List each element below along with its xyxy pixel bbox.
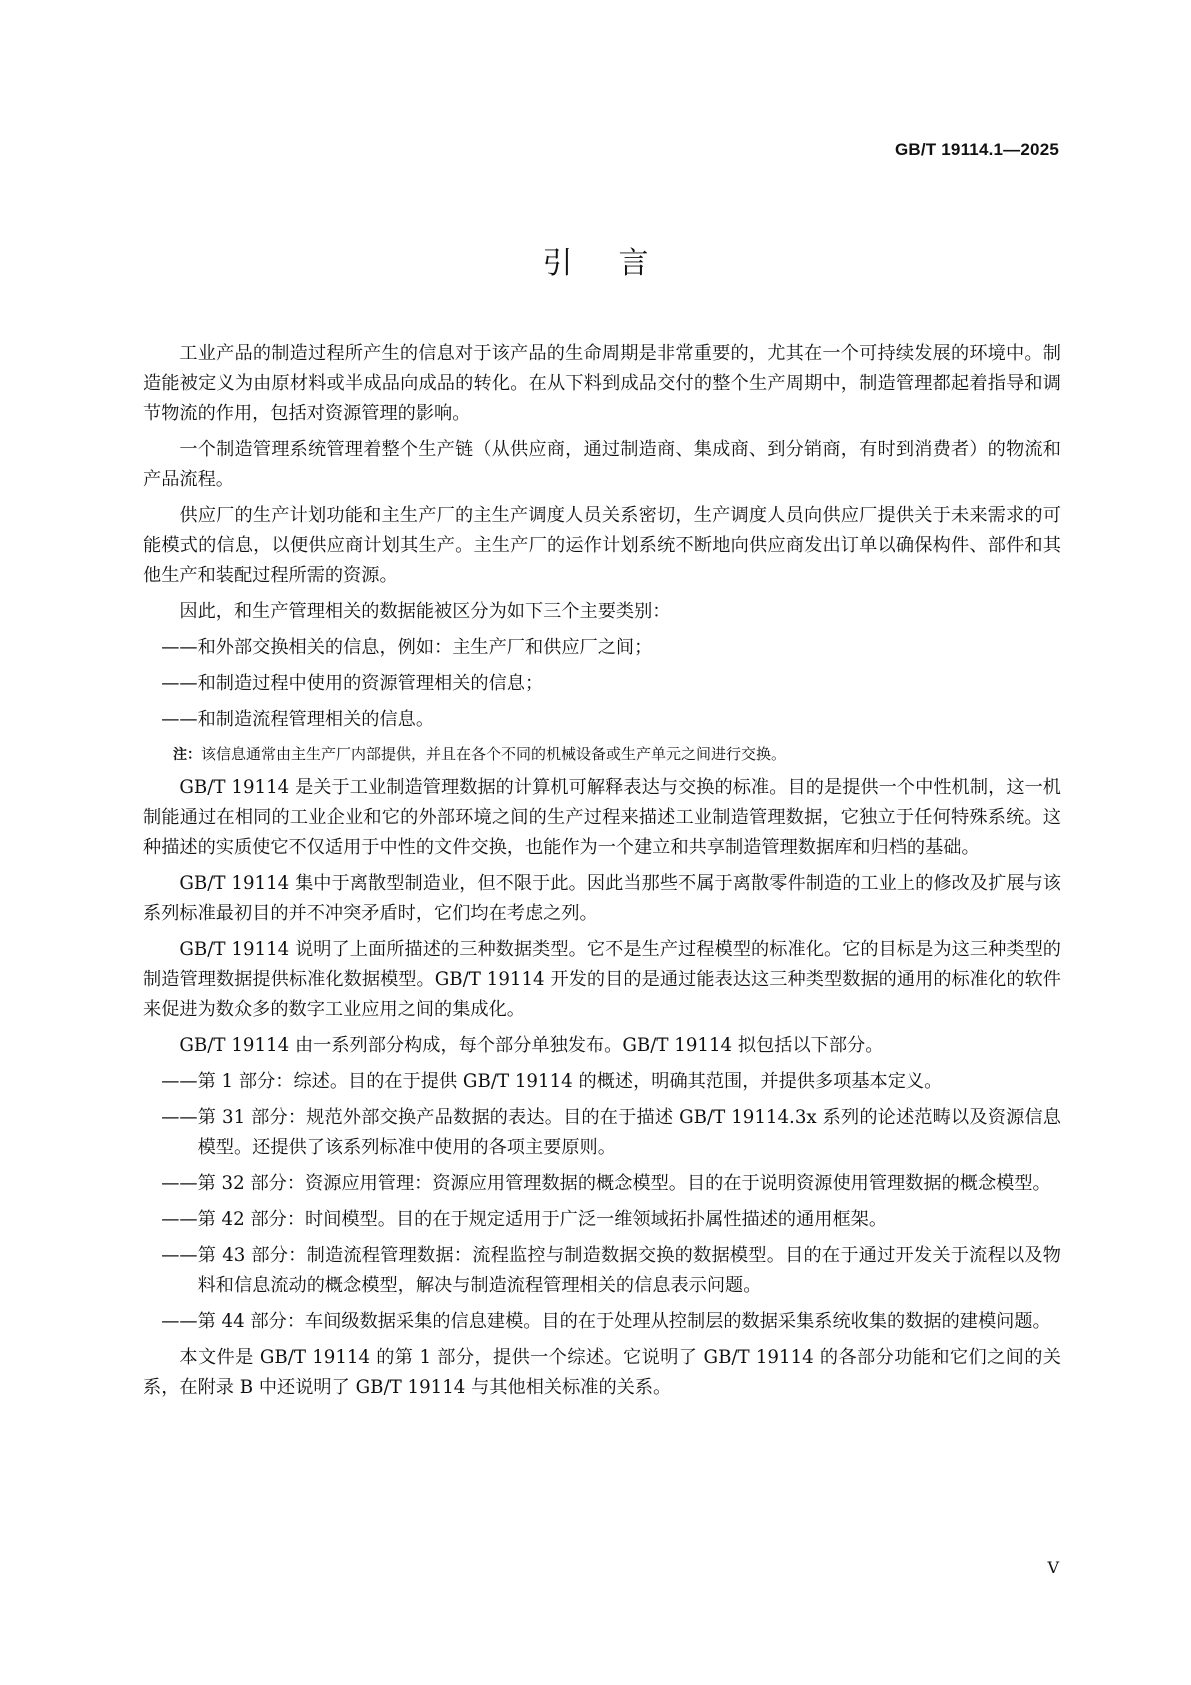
list-item: ——和外部交换相关的信息，例如：主生产厂和供应厂之间； xyxy=(161,637,653,658)
note-label: 注： xyxy=(173,746,201,762)
standard-code: GB/T 19114.1—2025 xyxy=(894,140,1059,159)
paragraph: GB/T 19114 是关于工业制造管理数据的计算机可解释表达与交换的标准。目的是提供一个中性机制，这一机制能通过在相同的工业企业和它的外部环境之间的生产过程来描述工业制造管理数据，它独立于任何特殊系统。这种描述的实质使它不仅适用于中性的文件交换，也能作为一个建立和共享制造管理数据库和归档的基础。 xyxy=(143,777,1061,858)
list-item: ——第 42 部分：时间模型。目的在于规定适用于广泛一维领域拓扑属性描述的通用框架。 xyxy=(161,1209,888,1230)
list-item: ——第 1 部分：综述。目的在于提供 GB/T 19114 的概述，明确其范围，并提供多项基本定义。 xyxy=(161,1071,943,1092)
list-item: ——第 32 部分：资源应用管理：资源应用管理数据的概念模型。目的在于说明资源使用管理数据的概念模型。 xyxy=(161,1173,1051,1194)
paragraph: GB/T 19114 说明了上面所描述的三种数据类型。它不是生产过程模型的标准化。它的目标是为这三种类型的制造管理数据提供标准化数据模型。GB/T 19114 开发的目的是通过能表达这三种类型数据的通用的标准化的软件来促进为数众多的数字工业应用之间的集成化。 xyxy=(143,939,1061,1020)
paragraph: 供应厂的生产计划功能和主生产厂的主生产调度人员关系密切，生产调度人员向供应厂提供关于未来需求的可能模式的信息，以便供应商计划其生产。主生产厂的运作计划系统不断地向供应商发出订单以确保构件、部件和其他生产和装配过程所需的资源。 xyxy=(143,505,1061,586)
page-title: 引言 xyxy=(542,246,695,281)
paragraph: 工业产品的制造过程所产生的信息对于该产品的生命周期是非常重要的，尤其在一个可持续发展的环境中。制造能被定义为由原材料或半成品向成品的转化。在从下料到成品交付的整个生产周期中，制造管理都起着指导和调节物流的作用，包括对资源管理的影响。 xyxy=(143,343,1061,424)
page-number: V xyxy=(1047,1558,1059,1577)
paragraph: GB/T 19114 由一系列部分构成，每个部分单独发布。GB/T 19114 拟包括以下部分。 xyxy=(179,1035,884,1056)
note xyxy=(143,741,1061,767)
paragraph: GB/T 19114 集中于离散型制造业，但不限于此。因此当那些不属于离散零件制造的工业上的修改及扩展与该系列标准最初目的并不冲突矛盾时，它们均在考虑之列。 xyxy=(143,873,1061,924)
list-item: ——和制造流程管理相关的信息。 xyxy=(161,709,435,730)
list-item: ——第 44 部分：车间级数据采集的信息建模。目的在于处理从控制层的数据采集系统收集的数据的建模问题。 xyxy=(161,1311,1051,1332)
list-item: ——第 31 部分：规范外部交换产品数据的表达。目的在于描述 GB/T 19114.3x 系列的论述范畴以及资源信息模型。还提供了该系列标准中使用的各项主要原则。 xyxy=(161,1107,1061,1158)
closing-paragraph: 本文件是 GB/T 19114 的第 1 部分，提供一个综述。它说明了 GB/T 19114 的各部分功能和它们之间的关系，在附录 B 中还说明了 GB/T 19114 与其他相关标准的关系。 xyxy=(143,1347,1061,1398)
paragraph: 因此，和生产管理相关的数据能被区分为如下三个主要类别： xyxy=(179,601,671,622)
list-item: ——和制造过程中使用的资源管理相关的信息； xyxy=(161,673,544,694)
list-item: ——第 43 部分：制造流程管理数据：流程监控与制造数据交换的数据模型。目的在于通过开发关于流程以及物料和信息流动的概念模型，解决与制造流程管理相关的信息表示问题。 xyxy=(161,1245,1061,1296)
note-text: 该信息通常由主生产厂内部提供，并且在各个不同的机械设备或生产单元之间进行交换。 xyxy=(201,745,787,763)
document-body xyxy=(143,339,1061,1409)
paragraph: 一个制造管理系统管理着整个生产链（从供应商，通过制造商、集成商、到分销商，有时到消费者）的物流和产品流程。 xyxy=(143,439,1061,490)
